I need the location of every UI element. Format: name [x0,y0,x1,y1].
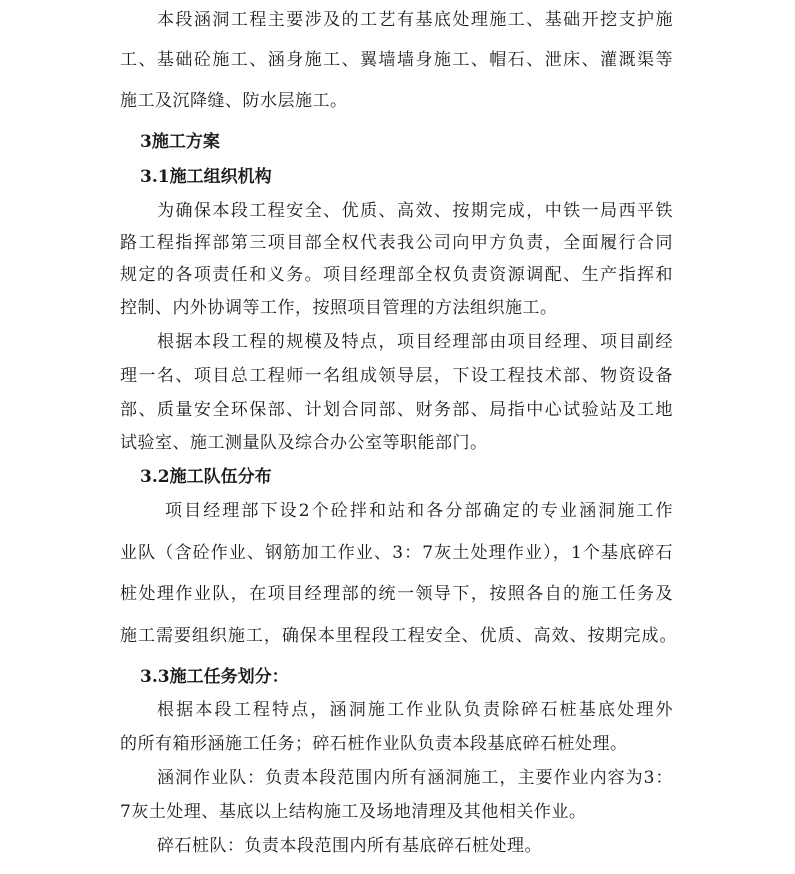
section-3-3-heading: 3.3施工任务划分： [140,667,289,687]
s31-p2-line-1: 根据本段工程的规模及特点，项目经理部由项目经理、项目副经 [157,332,673,352]
section-3-1-heading: 3.1施工组织机构 [140,167,272,187]
s31-p1-line-2: 路工程指挥部第三项目部全权代表我公司向甲方负责，全面履行合同 [120,233,673,253]
s32-p1-line-3: 桩处理作业队，在项目经理部的统一领导下，按照各自的施工任务及 [120,584,673,604]
section-3-2-heading: 3.2施工队伍分布 [140,467,272,487]
s32-p1-line-2: 业队（含砼作业、钢筋加工作业、3：7灰土处理作业），1个基底碎石 [120,543,673,563]
s31-p1-line-3: 规定的各项责任和义务。项目经理部全权负责资源调配、生产指挥和 [120,265,673,285]
s33-p1-line-2: 的所有箱形涵施工任务；碎石桩作业队负责本段基底碎石桩处理。 [120,734,628,754]
s31-p2-line-2: 理一名、项目总工程师一名组成领导层，下设工程技术部、物资设备 [120,366,673,386]
intro-line-1: 本段涵洞工程主要涉及的工艺有基底处理施工、基础开挖支护施 [157,10,673,30]
section-3-heading: 3施工方案 [140,132,220,152]
s33-p3-line-1: 碎石桩队：负责本段范围内所有基底碎石桩处理。 [157,836,542,856]
s33-p1-line-1: 根据本段工程特点，涵洞施工作业队负责除碎石桩基底处理外 [157,700,673,720]
intro-line-2: 工、基础砼施工、涵身施工、翼墙墙身施工、帽石、泄床、灌溉渠等 [120,50,673,70]
s33-p2-line-1: 涵洞作业队：负责本段范围内所有涵洞施工，主要作业内容为3： [157,768,673,788]
s31-p2-line-4: 试验室、施工测量队及综合办公室等职能部门。 [120,433,488,453]
intro-line-3: 施工及沉降缝、防水层施工。 [120,91,348,111]
s31-p1-line-4: 控制、内外协调等工作，按照项目管理的方法组织施工。 [120,298,558,318]
s31-p1-line-1: 为确保本段工程安全、优质、高效、按期完成，中铁一局西平铁 [157,201,673,221]
s32-p1-line-4: 施工需要组织施工，确保本里程段工程安全、优质、高效、按期完成。 [120,626,677,646]
s31-p2-line-3: 部、质量安全环保部、计划合同部、财务部、局指中心试验站及工地 [120,400,673,420]
s32-p1-line-1: 项目经理部下设2个砼拌和站和各分部确定的专业涵洞施工作 [165,501,673,521]
s33-p2-line-2: 7灰土处理、基底以上结构施工及场地清理及其他相关作业。 [120,802,587,822]
